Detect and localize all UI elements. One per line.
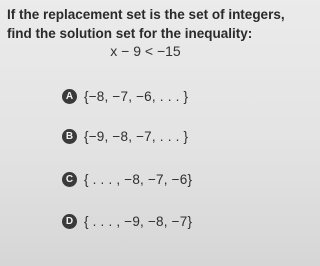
choice-a-text: {−8, −7, −6, . . . }: [84, 88, 189, 104]
inequality-expression: x − 9 < −15: [110, 43, 181, 59]
question-prompt: If the replacement set is the set of integers, find the solution set for the inequality:: [7, 7, 285, 41]
choice-c-letter-badge: C: [62, 172, 77, 187]
choice-a-letter-badge: A: [62, 89, 77, 104]
choice-c-text: { . . . , −8, −7, −6}: [84, 171, 193, 187]
choice-d[interactable]: [62, 212, 192, 230]
choice-b[interactable]: [62, 127, 188, 145]
choice-a[interactable]: [62, 87, 188, 105]
choice-c[interactable]: [62, 170, 192, 188]
choice-d-text: { . . . , −9, −8, −7}: [84, 213, 193, 229]
choice-b-text: {−9, −8, −7, . . . }: [84, 128, 189, 144]
choice-b-letter-badge: B: [62, 129, 77, 144]
choice-d-letter-badge: D: [62, 214, 77, 229]
